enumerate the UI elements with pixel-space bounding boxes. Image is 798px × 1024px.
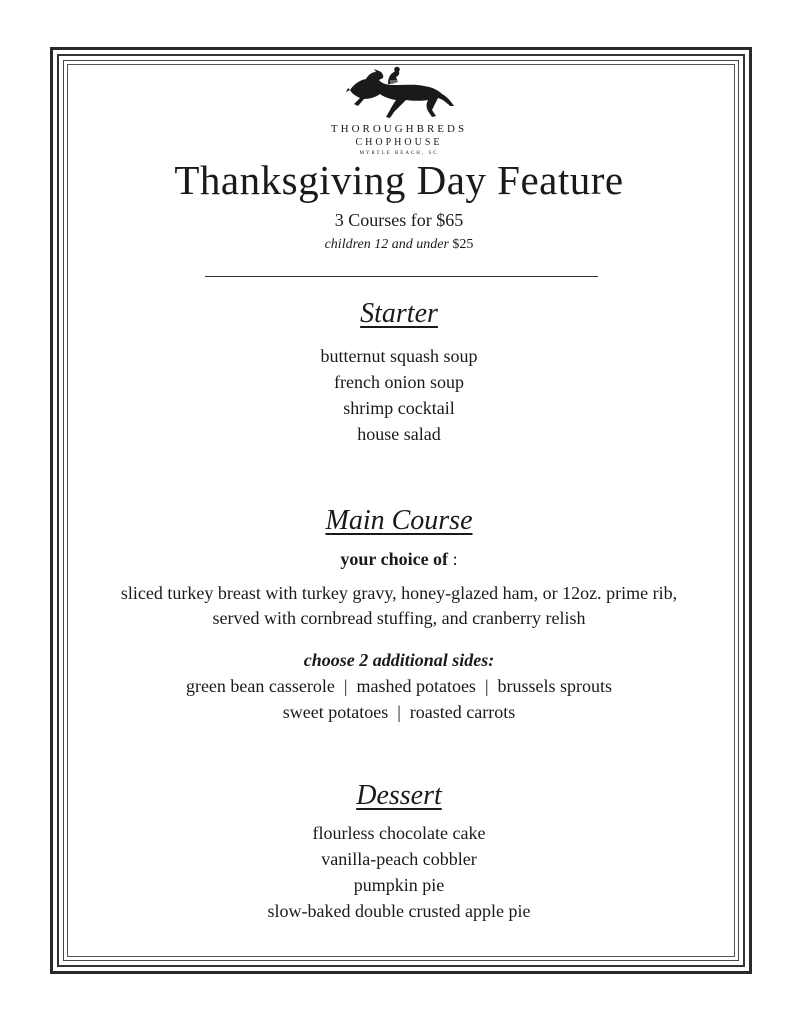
dessert-heading: Dessert	[356, 780, 442, 811]
main-description-line: served with cornbread stuffing, and cranberry relish	[212, 608, 586, 628]
choice-label: your choice of	[340, 549, 449, 569]
children-price-line	[0, 237, 798, 253]
starter-item: shrimp cocktail	[343, 398, 455, 418]
brand-location: MYRTLE BEACH, SC	[359, 151, 439, 156]
starter-item: french onion soup	[334, 372, 464, 392]
starter-item: butternut squash soup	[320, 346, 478, 366]
dessert-item: vanilla-peach cobbler	[321, 849, 477, 869]
main-course-heading: Main Course	[325, 505, 473, 536]
dessert-item: pumpkin pie	[353, 875, 445, 895]
brand-subname: CHOPHOUSE	[355, 137, 443, 148]
page-title: Thanksgiving Day Feature	[174, 157, 624, 203]
sides-label: choose 2 additional sides:	[303, 650, 495, 670]
choice-line	[0, 549, 798, 570]
dessert-item: slow-baked double crusted apple pie	[267, 901, 531, 921]
sides-line: sweet potatoes | roasted carrots	[282, 702, 516, 722]
sides-line: green bean casserole | mashed potatoes | brussels sprouts	[185, 676, 613, 696]
price-line: 3 Courses for $65	[334, 210, 464, 230]
brand-name: THOROUGHBREDS	[330, 123, 468, 135]
children-price: $25	[452, 237, 474, 252]
choice-suffix: :	[448, 549, 458, 569]
starter-heading: Starter	[360, 298, 438, 329]
dessert-item: flourless chocolate cake	[312, 823, 486, 843]
starter-item: house salad	[357, 424, 441, 444]
main-description-line: sliced turkey breast with turkey gravy, honey-glazed ham, or 12oz. prime rib,	[120, 583, 678, 603]
children-label: children 12 and under	[324, 237, 449, 252]
horse-and-jockey-icon	[346, 66, 456, 120]
divider	[205, 276, 598, 277]
